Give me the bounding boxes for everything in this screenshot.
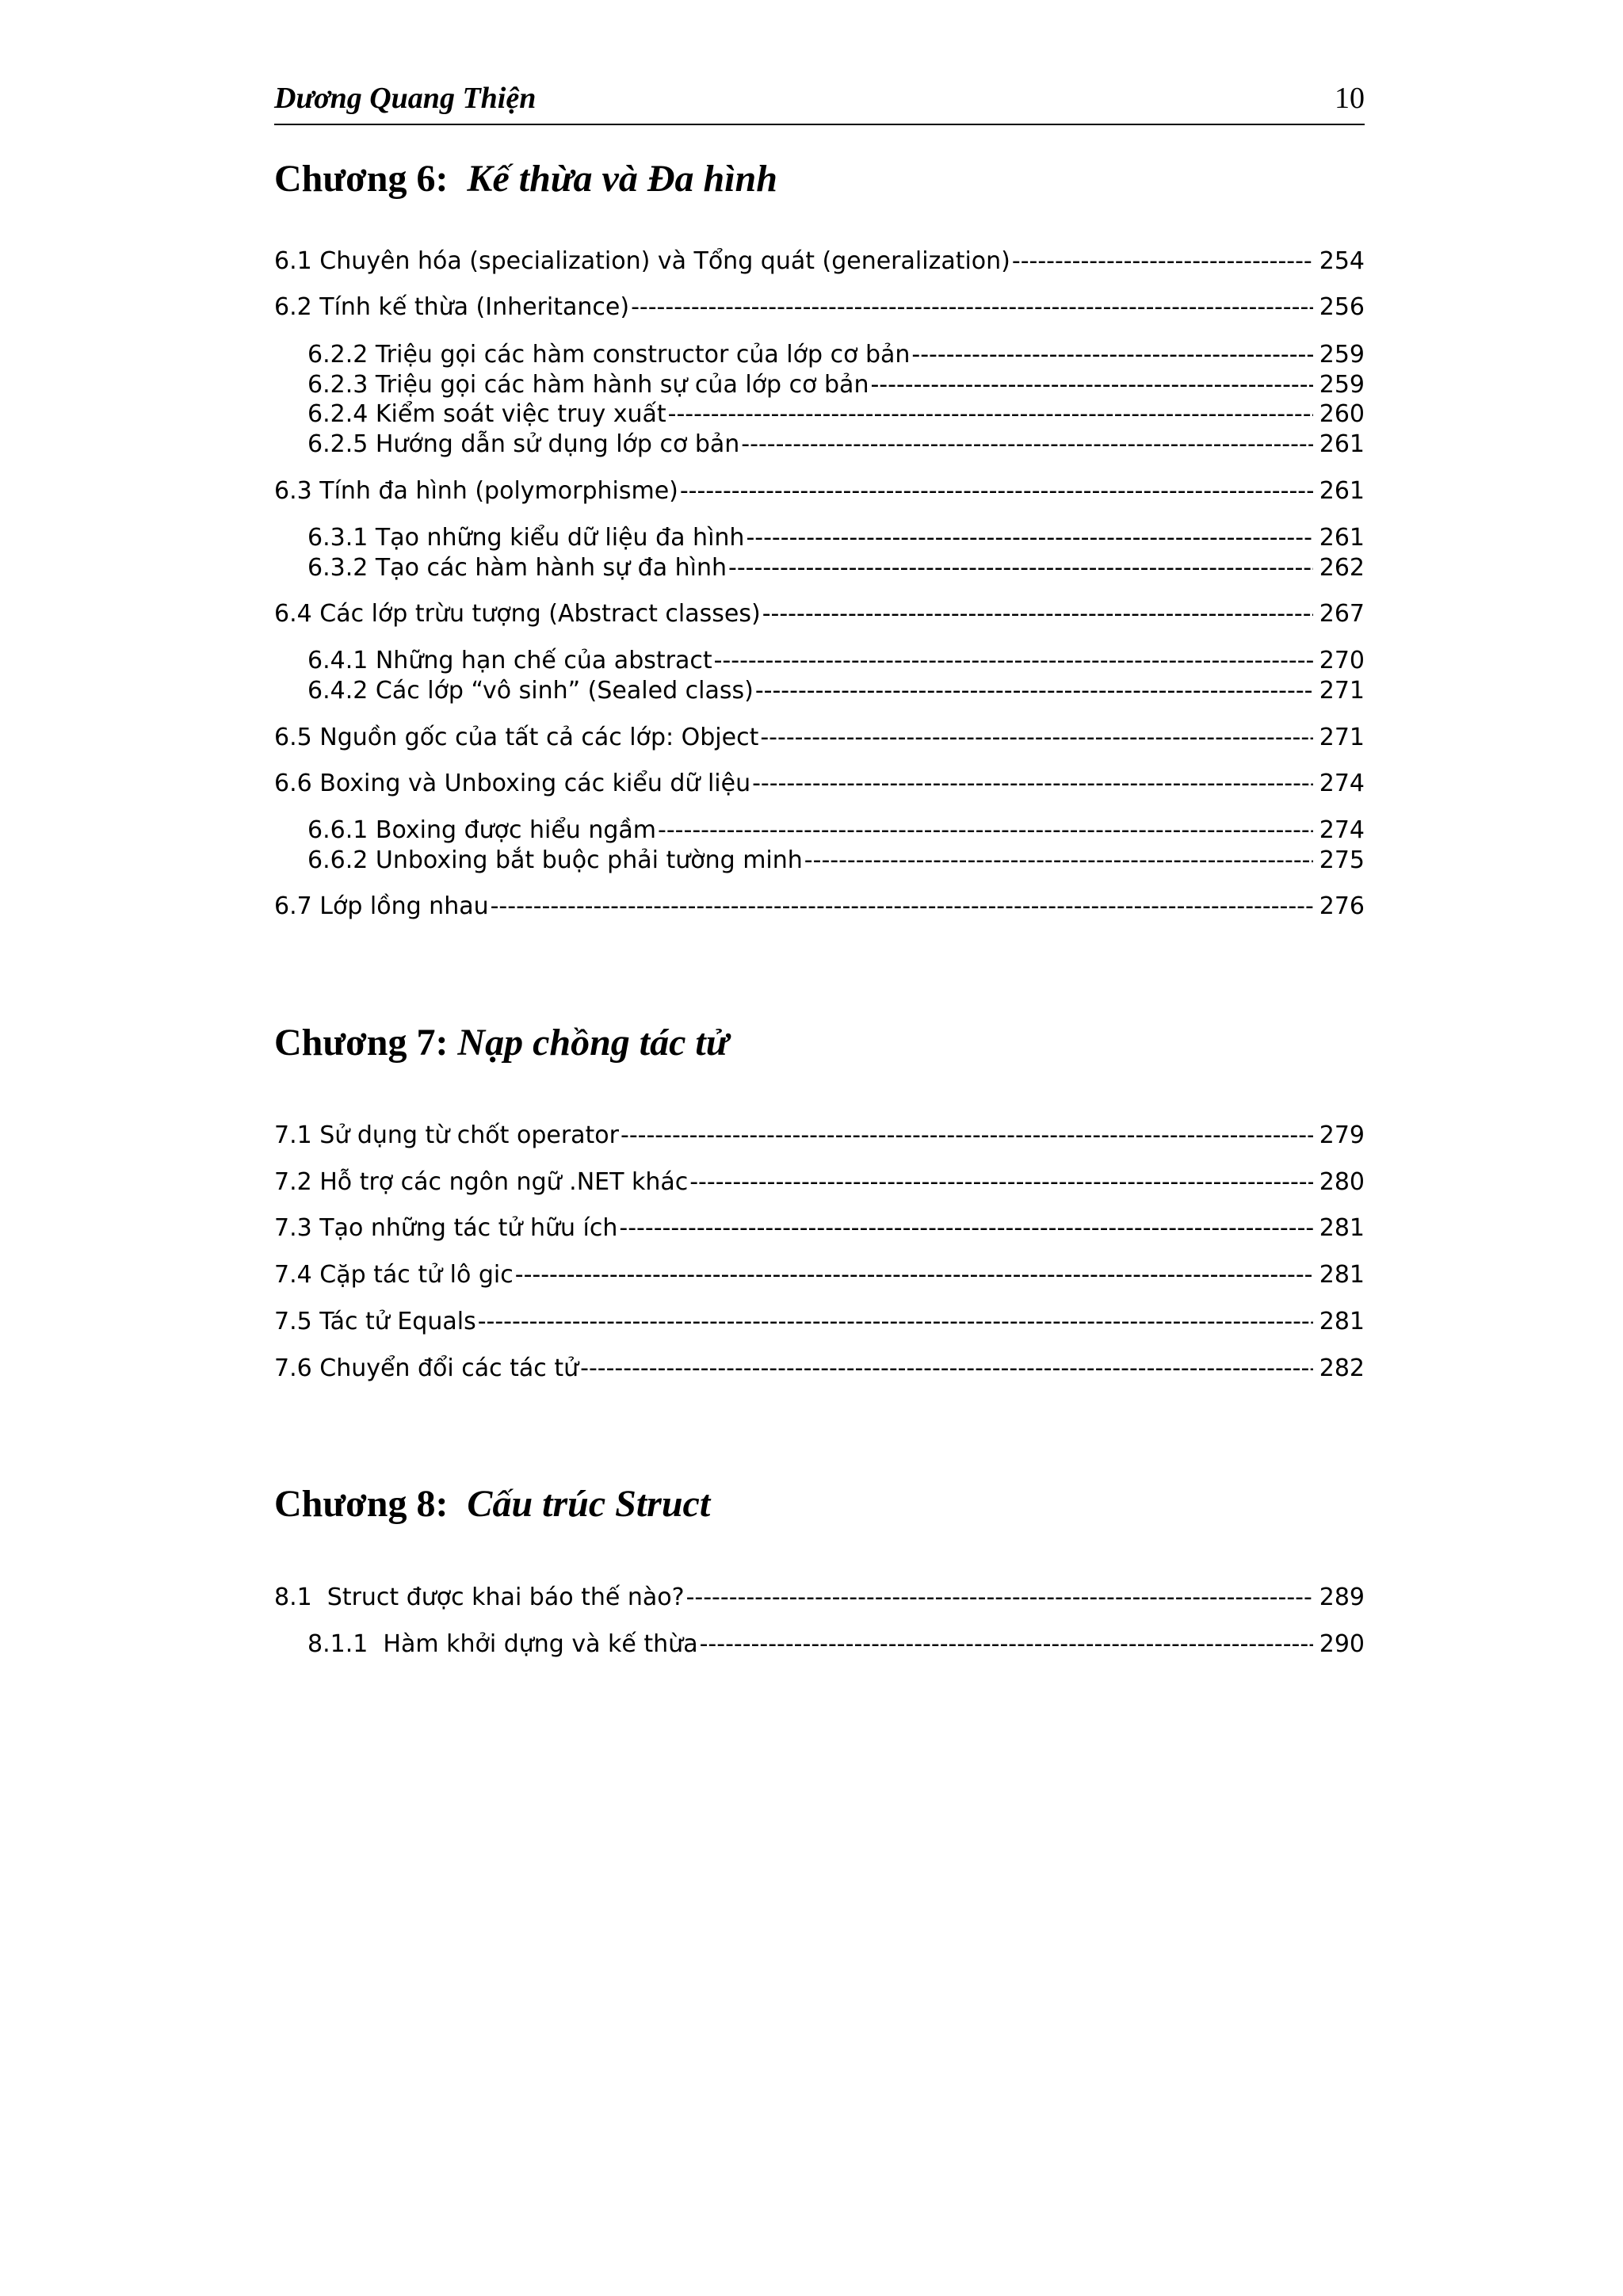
toc-entry-title: 6.2.5 Hướng dẫn sử dụng lớp cơ bản [307, 430, 740, 458]
toc-entry-title: 6.4.1 Những hạn chế của abstract [307, 647, 712, 674]
toc-subentry[interactable] [307, 1629, 1365, 1660]
toc-entry-title: 6.6.2 Unboxing bắt buộc phải tường minh [307, 846, 803, 874]
toc-entry-page: 289 [1319, 1584, 1365, 1611]
page-header [274, 76, 1365, 125]
toc-entry-page: 262 [1319, 554, 1365, 582]
toc-leader [491, 891, 1313, 923]
toc-entry-page: 261 [1319, 430, 1365, 458]
toc-entry[interactable] [274, 1353, 1365, 1385]
chapter-8-label: Chương 8: [274, 1483, 449, 1525]
header-author: Dương Quang Thiện [274, 82, 537, 115]
toc-entry-title: 6.2.3 Triệu gọi các hàm hành sự của lớp cơ bản [307, 371, 869, 399]
toc-subentry[interactable] [307, 369, 1365, 401]
toc-leader [580, 1353, 1313, 1385]
toc-leader [728, 552, 1313, 584]
toc-subentry[interactable] [307, 429, 1365, 460]
toc-entry-title: 6.2 Tính kế thừa (Inheritance) [274, 293, 630, 321]
toc-leader [760, 722, 1312, 754]
toc-entry-title: 6.6 Boxing và Unboxing các kiểu dữ liệu [274, 770, 751, 797]
toc-entry-title: 6.3.2 Tạo các hàm hành sự đa hình [307, 554, 727, 582]
toc-subentry[interactable] [307, 552, 1365, 584]
toc-entry-title: 6.4.2 Các lớp “vô sinh” (Sealed class) [307, 677, 754, 705]
toc-entry-title: 7.6 Chuyển đổi các tác tử [274, 1354, 579, 1382]
toc-entry-page: 259 [1319, 341, 1365, 369]
toc-subentry[interactable] [307, 339, 1365, 371]
toc-leader [700, 1629, 1313, 1660]
toc-leader [746, 522, 1312, 554]
toc-leader [686, 1582, 1313, 1614]
chapter-6-title: Kế thừa và Đa hình [467, 158, 777, 200]
toc-entry-page: 276 [1319, 892, 1365, 920]
toc-entry-page: 274 [1319, 816, 1365, 844]
toc-entry[interactable] [274, 1582, 1365, 1614]
toc-entry-title: 6.6.1 Boxing được hiểu ngầm [307, 816, 657, 844]
toc-entry-page: 281 [1319, 1261, 1365, 1289]
toc-leader [515, 1259, 1313, 1291]
toc-entry-page: 281 [1319, 1308, 1365, 1335]
toc-entry-page: 275 [1319, 846, 1365, 874]
toc-entry-title: 7.5 Tác tử Equals [274, 1308, 476, 1335]
toc-entry-title: 8.1 Struct được khai báo thế nào? [274, 1584, 685, 1611]
toc-leader [631, 292, 1313, 323]
toc-entry-title: 6.7 Lớp lồng nhau [274, 892, 489, 920]
toc-entry-title: 7.1 Sử dụng từ chốt operator [274, 1121, 619, 1149]
toc-entry-page: 271 [1319, 677, 1365, 705]
toc-subentry[interactable] [307, 675, 1365, 707]
toc-entry[interactable] [274, 1167, 1365, 1198]
toc-leader [741, 429, 1312, 460]
toc-entry[interactable] [274, 246, 1365, 277]
toc-entry-page: 267 [1319, 600, 1365, 628]
chapter-7-title: Nạp chồng tác tử [457, 1022, 729, 1064]
toc-leader [755, 675, 1313, 707]
chapter-8-title: Cấu trúc Struct [467, 1483, 711, 1525]
toc-leader [680, 476, 1313, 507]
toc-entry-page: 290 [1319, 1630, 1365, 1658]
toc-leader [619, 1213, 1312, 1244]
toc-entry-title: 6.3 Tính đa hình (polymorphisme) [274, 477, 678, 505]
toc-entry-page: 281 [1319, 1214, 1365, 1242]
toc-entry[interactable] [274, 1306, 1365, 1338]
toc-leader [1012, 246, 1313, 277]
toc-leader [478, 1306, 1313, 1338]
toc-entry[interactable] [274, 598, 1365, 630]
toc-entry[interactable] [274, 1213, 1365, 1244]
toc-leader [762, 598, 1313, 630]
toc-entry-title: 6.2.4 Kiểm soát việc truy xuất [307, 400, 666, 428]
toc-entry-page: 261 [1319, 477, 1365, 505]
toc-entry-page: 259 [1319, 371, 1365, 399]
toc-subentry[interactable] [307, 645, 1365, 677]
toc-entry-title: 7.2 Hỗ trợ các ngôn ngữ .NET khác [274, 1168, 689, 1196]
chapter-6-label: Chương 6: [274, 158, 449, 200]
toc-leader [804, 845, 1313, 877]
header-page-number: 10 [1335, 82, 1365, 115]
toc-leader [689, 1167, 1313, 1198]
toc-entry-page: 261 [1319, 524, 1365, 552]
toc-subentry[interactable] [307, 522, 1365, 554]
toc-entry[interactable] [274, 476, 1365, 507]
toc-entry[interactable] [274, 292, 1365, 323]
toc-leader [668, 399, 1313, 430]
toc-subentry[interactable] [307, 399, 1365, 430]
toc-entry[interactable] [274, 722, 1365, 754]
toc-entry-page: 280 [1319, 1168, 1365, 1196]
toc-entry-title: 6.3.1 Tạo những kiểu dữ liệu đa hình [307, 524, 745, 552]
toc-entry-title: 7.4 Cặp tác tử lô gic [274, 1261, 514, 1289]
toc-leader [658, 815, 1313, 846]
toc-leader [621, 1120, 1313, 1152]
toc-subentry[interactable] [307, 815, 1365, 846]
toc-entry[interactable] [274, 891, 1365, 923]
toc-entry-title: 7.3 Tạo những tác tử hữu ích [274, 1214, 618, 1242]
toc-entry-page: 274 [1319, 770, 1365, 797]
toc-leader [714, 645, 1313, 677]
toc-entry-title: 6.4 Các lớp trừu tượng (Abstract classes) [274, 600, 761, 628]
toc-entry-page: 279 [1319, 1121, 1365, 1149]
chapter-8-heading [274, 1479, 710, 1530]
toc-entry[interactable] [274, 768, 1365, 800]
toc-subentry[interactable] [307, 845, 1365, 877]
toc-entry-page: 270 [1319, 647, 1365, 674]
toc-entry-title: 8.1.1 Hàm khởi dựng và kế thừa [307, 1630, 698, 1658]
toc-entry-page: 256 [1319, 293, 1365, 321]
toc-entry-page: 282 [1319, 1354, 1365, 1382]
toc-entry-title: 6.1 Chuyên hóa (specialization) và Tổng quát (generalization) [274, 247, 1010, 275]
toc-entry[interactable] [274, 1259, 1365, 1291]
toc-entry-title: 6.5 Nguồn gốc của tất cả các lớp: Object [274, 724, 759, 751]
toc-leader [911, 339, 1312, 371]
toc-entry[interactable] [274, 1120, 1365, 1152]
toc-entry-title: 6.2.2 Triệu gọi các hàm constructor của lớp cơ bản [307, 341, 911, 369]
toc-entry-page: 271 [1319, 724, 1365, 751]
chapter-7-heading [274, 1018, 729, 1068]
toc-leader [870, 369, 1312, 401]
chapter-6-heading [274, 154, 777, 204]
toc-entry-page: 254 [1319, 247, 1365, 275]
chapter-7-label: Chương 7: [274, 1022, 449, 1064]
toc-leader [752, 768, 1313, 800]
toc-entry-page: 260 [1319, 400, 1365, 428]
